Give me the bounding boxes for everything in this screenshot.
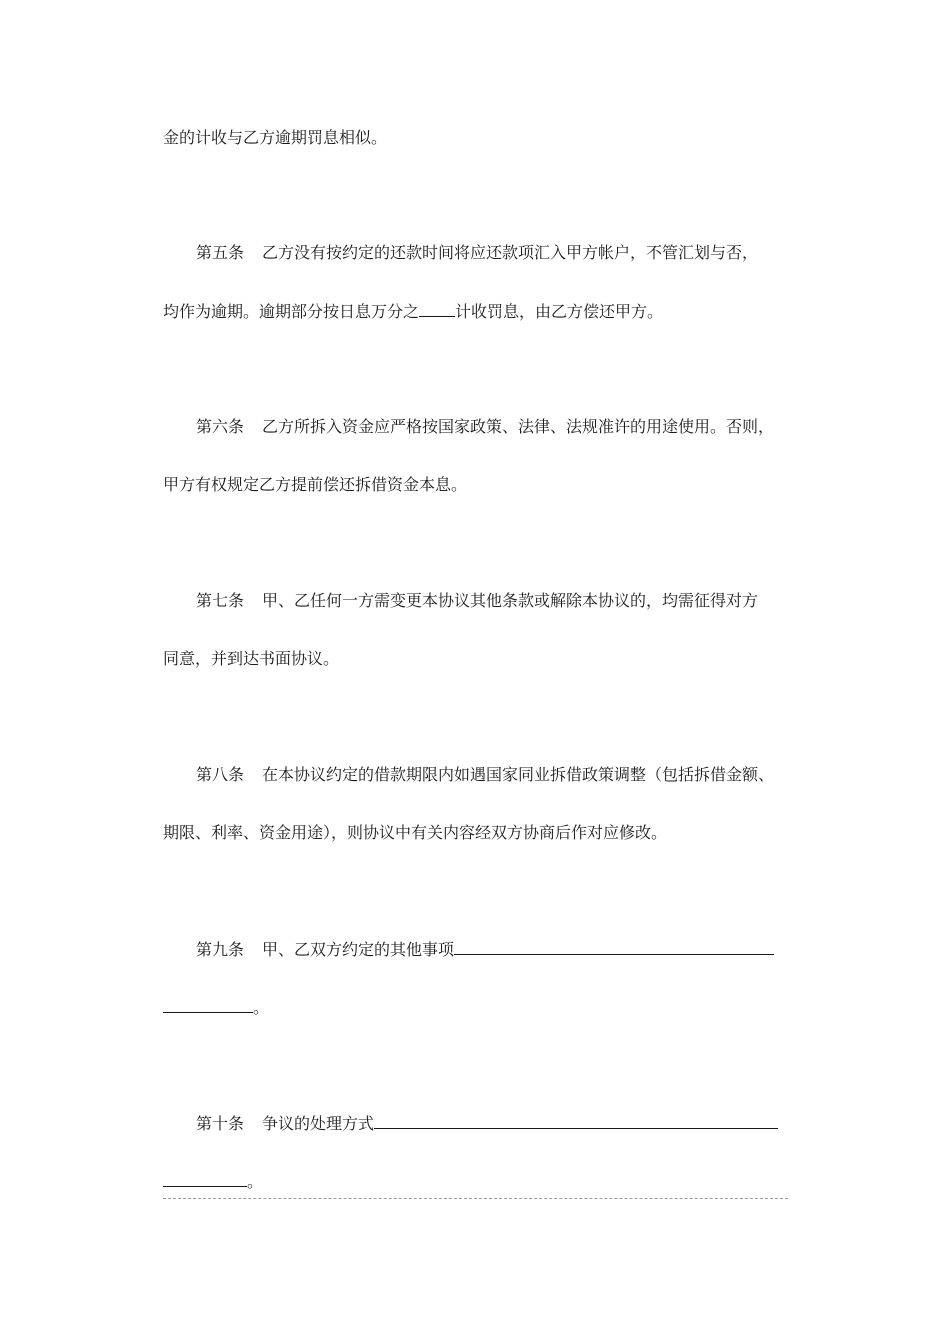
article-6-label: 第六条 [196, 417, 245, 436]
article-8-text-2: 期限、利率、资金用途），则协议中有关内容经双方协商后作对应修改。 [163, 823, 668, 842]
continuation-text: 金的计收与乙方逾期罚息相似。 [163, 128, 388, 147]
article-6-line-2 [163, 475, 467, 495]
penalty-rate-blank [419, 301, 455, 317]
article-9-line-1 [196, 939, 774, 960]
article-5-text-2a: 均作为逾期。逾期部分按日息万分之 [163, 302, 420, 321]
article-9-label: 第九条 [196, 940, 245, 959]
article-10-text-2: 。 [247, 1172, 264, 1191]
article-6-line-1 [196, 417, 774, 437]
article-7-label: 第七条 [196, 591, 245, 610]
article-9-text-1: 甲、乙双方约定的其他事项 [262, 940, 455, 959]
article-7-text-2: 同意，并到达书面协议。 [163, 649, 340, 668]
article-8-text-1: 在本协议约定的借款期限内如遇国家同业拆借政策调整（包括拆借金额、 [262, 765, 775, 784]
article-10-text-1: 争议的处理方式 [262, 1114, 375, 1133]
article-5-line-2 [163, 301, 663, 322]
article-5-line-1 [196, 243, 758, 263]
article-7-line-2 [163, 649, 339, 669]
article-5-label: 第五条 [196, 243, 245, 262]
other-matters-blank-2 [163, 997, 253, 1013]
page-footer-divider [163, 1198, 788, 1199]
article-7-text-1: 甲、乙任何一方需变更本协议其他条款或解除本协议的，均需征得对方 [262, 591, 759, 610]
article-10-line-2 [163, 1171, 263, 1192]
article-9-line-2 [163, 997, 269, 1018]
article-5-text-1: 乙方没有按约定的还款时间将应还款项汇入甲方帐户，不管汇划与否， [262, 243, 759, 262]
article-10-label: 第十条 [196, 1114, 245, 1133]
article-8-line-2 [163, 823, 667, 843]
article-5-text-2b: 计收罚息，由乙方偿还甲方。 [455, 302, 664, 321]
article-9-text-2: 。 [253, 998, 270, 1017]
article-6-text-1: 乙方所拆入资金应严格按国家政策、法律、法规准许的用途使用。否则， [262, 417, 775, 436]
article-7-line-1 [196, 591, 758, 611]
article-8-line-1 [196, 765, 774, 785]
article-6-text-2: 甲方有权规定乙方提前偿还拆借资金本息。 [163, 475, 468, 494]
dispute-resolution-blank-1 [374, 1113, 778, 1129]
other-matters-blank-1 [454, 939, 774, 955]
paragraph-continuation [163, 128, 387, 148]
article-10-line-1 [196, 1113, 778, 1134]
dispute-resolution-blank-2 [163, 1171, 247, 1187]
article-8-label: 第八条 [196, 765, 245, 784]
